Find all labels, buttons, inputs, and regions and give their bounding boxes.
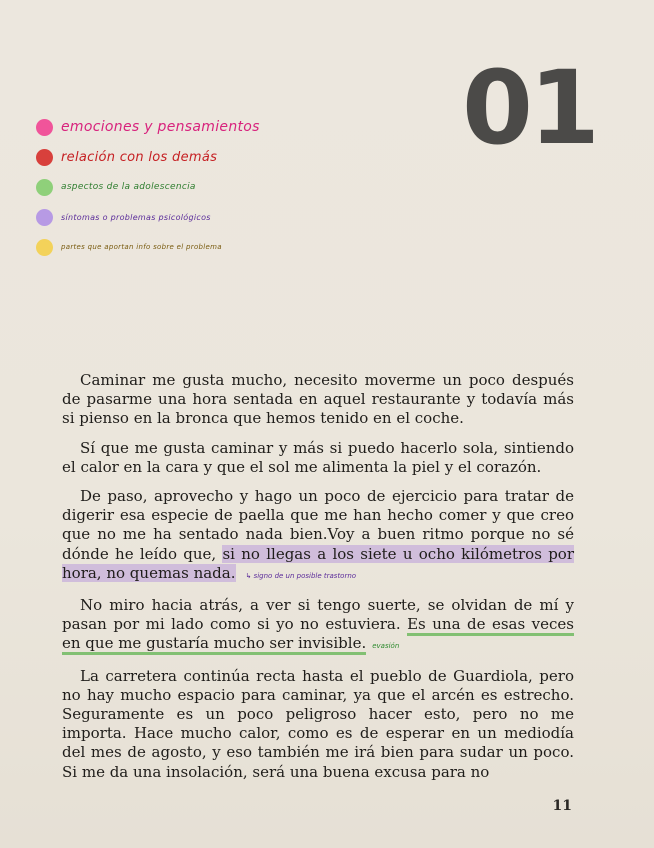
- handwritten-note: evasión: [372, 642, 400, 651]
- legend-dot-purple: [36, 209, 53, 226]
- legend-label: síntomas o problemas psicológicos: [61, 212, 211, 222]
- paragraph-text: No miro hacia atrás, a ver si tengo suerte, se olvidan de mí y pasan por mi lado como si yo no estuviera.: [62, 596, 574, 634]
- handwritten-note: ↳ signo de un posible trastorno: [245, 571, 357, 580]
- body-text: [62, 371, 574, 792]
- paragraph-text: De paso, aprovecho y hago un poco de ejercicio para tratar de digerir esa especie de paella que me han hecho comer y que creo que no me ha sentado nada bien.Voy a buen ritmo porque no sé dónde he leído que,: [62, 487, 574, 563]
- legend-label: emociones y pensamientos: [61, 119, 260, 135]
- paragraph: Caminar me gusta mucho, necesito moverme un poco después de pasarme una hora sentada en aquel restaurante y todavía más si pienso en la bronca que hemos tenido en el coche.: [62, 371, 574, 428]
- paragraph: La carretera continúa recta hasta el pueblo de Guardiola, pero no hay mucho espacio para caminar, ya que el arcén es estrecho. Seguramente es un poco peligroso hacer esto, pero no me importa. Hace mucho calor, como es de esperar en un mediodía del mes de agosto, y eso también me irá bien para sudar un poco. Si me da una insolación, será una buena excusa para no: [62, 666, 574, 781]
- legend-dot-pink: [36, 119, 53, 136]
- legend-dot-green: [36, 179, 53, 196]
- page-number: 11: [552, 798, 572, 814]
- paragraph: [62, 596, 574, 657]
- legend-item-relacion: [36, 142, 260, 172]
- annotation-legend: [36, 112, 260, 262]
- legend-item-info: [36, 232, 260, 262]
- legend-label: partes que aportan info sobre el problema: [61, 243, 222, 251]
- legend-item-emociones: [36, 112, 260, 142]
- highlight-green: Es una de esas veces en que me gustaría mucho ser invisible.: [62, 615, 574, 655]
- legend-label: relación con los demás: [61, 149, 218, 165]
- paragraph: Sí que me gusta caminar y más si puedo hacerlo sola, sintiendo el calor en la cara y que el sol me alimenta la piel y el corazón.: [62, 438, 574, 476]
- legend-item-sintomas: [36, 202, 260, 232]
- chapter-number: 01: [462, 49, 596, 168]
- legend-label: aspectos de la adolescencia: [61, 182, 196, 192]
- legend-dot-red: [36, 149, 53, 166]
- legend-item-adolescencia: [36, 172, 260, 202]
- paragraph: [62, 487, 574, 586]
- highlight-purple: si no llegas a los siete u ocho kilómetros por hora, no quemas nada.: [62, 544, 574, 582]
- legend-dot-yellow: [36, 239, 53, 256]
